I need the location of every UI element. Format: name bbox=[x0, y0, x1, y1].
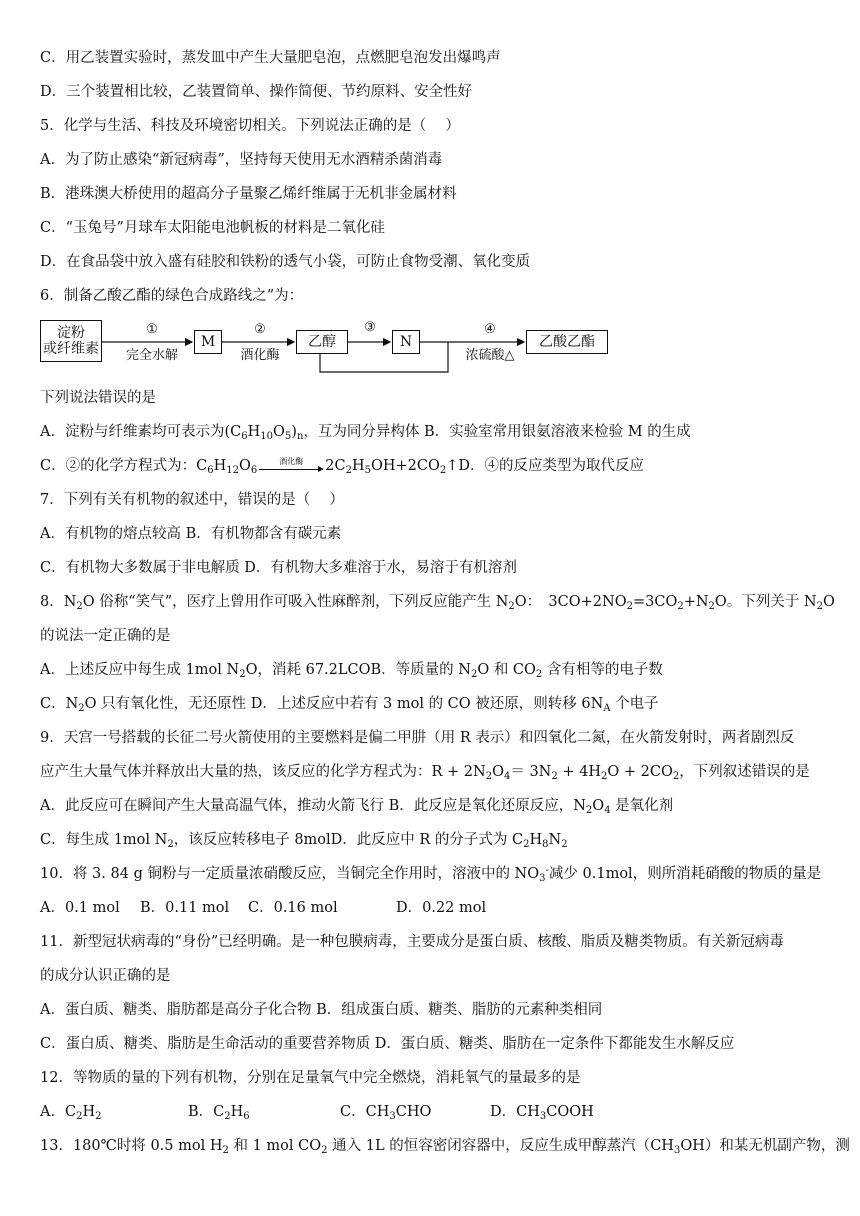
question-6-options-cd: C．②的化学方程式为：$C_6H_{12}O_6$ 酒化酶 $2C_2H_5OH+2CO_2↑D$．④的反应类型为取代反应 bbox=[40, 457, 645, 476]
question-12-stem: 12．等物质的量的下列有机物，分别在足量氧气中完全燃烧，消耗氧气的量最多的是 bbox=[40, 1070, 581, 1086]
question-12-options: A．$C_2H_2$ B．$C_2H_6$ C．$CH_3CHO$ D．$CH_3COOH$ bbox=[40, 1104, 594, 1122]
question-6-options-ab: A．淀粉与纤维素均可表示为$(C_6H_{10}O_5)_n$，互为同分异构体 B．实验室常用银氨溶液来检验 M 的生成 bbox=[40, 424, 691, 442]
question-11-options-ab: A．蛋白质、糖类、脂肪都是高分子化合物 B．组成蛋白质、糖类、脂肪的元素种类相同 bbox=[40, 1002, 603, 1018]
question-10-options: A．0.1 mol B．0.11 mol C．0.16 mol D．0.22 mol bbox=[40, 900, 487, 916]
step-4-number: ④ bbox=[484, 322, 496, 337]
box-ethyl-acetate: 乙酸乙酯 bbox=[526, 330, 608, 354]
question-5-option-a: A．为了防止感染“新冠病毒”，坚持每天使用无水酒精杀菌消毒 bbox=[40, 152, 443, 168]
question-9-options-ab: A．此反应可在瞬间产生大量高温气体，推动火箭飞行 B．此反应是氧化还原反应，$N_2O_4$ 是氧化剂 bbox=[40, 798, 674, 816]
question-11-stem-line2: 的成分认识正确的是 bbox=[40, 968, 171, 984]
step-2-condition: 酒化酶 bbox=[240, 348, 280, 363]
box-ethanol: 乙醇 bbox=[296, 330, 348, 354]
step-1-number: ① bbox=[146, 322, 158, 337]
question-6-prompt: 下列说法错误的是 bbox=[40, 390, 156, 406]
question-9-options-cd: C．每生成 1mol $N_2$，该反应转移电子 8molD．此反应中 R 的分子式为 $C_2H_8N_2$ bbox=[40, 832, 568, 850]
question-8-options-ab: A．上述反应中每生成 1mol $N_2O$，消耗 67.2LCOB．等质量的 $N_2O$ 和 $CO_2$ 含有相等的电子数 bbox=[40, 662, 663, 680]
question-8-options-cd: C．$N_2O$ 只有氧化性，无还原性 D．上述反应中若有 3 mol 的 CO 被还原，则转移 $6N_A$ 个电子 bbox=[40, 696, 659, 714]
box-starch-cellulose: 淀粉 或纤维素 bbox=[40, 320, 102, 362]
question-10-stem: 10．将 3. 84 g 铜粉与一定质量浓硝酸反应，当铜完全作用时，溶液中的 $NO_3^-$减少 0.1mol，则所消耗硝酸的物质的量是 bbox=[40, 865, 822, 884]
step-1-condition: 完全水解 bbox=[125, 348, 178, 363]
question-8-stem-line2: 的说法一定正确的是 bbox=[40, 628, 171, 644]
question-9-stem-line2: 应产生大量气体并释放出大量的热，该反应的化学方程式为：$R + 2N_2O_4= 3N_2 + 4H_2O + 2CO_2$，下列叙述错误的是 bbox=[40, 764, 810, 782]
synthesis-route-diagram bbox=[38, 318, 618, 376]
question-7-stem: 7．下列有关有机物的叙述中，错误的是（ ） bbox=[40, 492, 344, 508]
question-6-stem: 6．制备乙酸乙酯的绿色合成路线之”为： bbox=[40, 288, 304, 304]
question-7-options-cd: C．有机物大多数属于非电解质 D．有机物大多难溶于水，易溶于有机溶剂 bbox=[40, 560, 517, 576]
question-7-options-ab: A．有机物的熔点较高 B．有机物都含有碳元素 bbox=[40, 526, 342, 542]
question-9-stem-line1: 9．天宫一号搭载的长征二号火箭使用的主要燃料是偏二甲肼（用 R 表示）和四氧化二氮，在火箭发射时，两者剧烈反 bbox=[40, 730, 795, 746]
reaction-arrow: 酒化酶 bbox=[259, 461, 323, 470]
question-5-stem: 5．化学与生活、科技及环境密切相关。下列说法正确的是（ ） bbox=[40, 118, 460, 134]
question-11-stem-line1: 11．新型冠状病毒的“身份”已经明确。是一种包膜病毒，主要成分是蛋白质、核酸、脂质及糖类物质。有关新冠病毒 bbox=[40, 934, 784, 950]
question-8-stem-line1: 8．$N_2O$ 俗称“笑气”，医疗上曾用作可吸入性麻醉剂，下列反应能产生 $N_2O$： $3CO+2NO_2=3CO_2+N_2O$。下列关于 $N_2O$ bbox=[40, 594, 835, 612]
question-5-option-d: D．在食品袋中放入盛有硅胶和铁粉的透气小袋，可防止食物受潮、氧化变质 bbox=[40, 254, 531, 270]
step-2-number: ② bbox=[254, 322, 266, 337]
question-4-option-d: D．三个装置相比较，乙装置简单、操作简便、节约原料、安全性好 bbox=[40, 84, 473, 100]
step-4-condition: 浓硫酸△ bbox=[465, 348, 515, 363]
question-5-option-c: C．“玉兔号”月球车太阳能电池帆板的材料是二氧化硅 bbox=[40, 220, 385, 236]
question-11-options-cd: C．蛋白质、糖类、脂肪是生命活动的重要营养物质 D．蛋白质、糖类、脂肪在一定条件下都能发生水解反应 bbox=[40, 1036, 735, 1052]
step-3-number: ③ bbox=[364, 320, 376, 335]
box-n: N bbox=[392, 330, 420, 354]
question-13-stem: 13．180℃时将 0.5 mol $H_2$ 和 1 mol $CO_2$ 通入 1L 的恒容密闭容器中，反应生成甲醇蒸汽$(CH_3OH)$和某无机副产物，测 bbox=[40, 1138, 850, 1156]
box-m: M bbox=[194, 330, 222, 354]
question-4-option-c: C．用乙装置实验时，蒸发皿中产生大量肥皂泡，点燃肥皂泡发出爆鸣声 bbox=[40, 50, 501, 66]
question-5-option-b: B．港珠澳大桥使用的超高分子量聚乙烯纤维属于无机非金属材料 bbox=[40, 186, 457, 202]
